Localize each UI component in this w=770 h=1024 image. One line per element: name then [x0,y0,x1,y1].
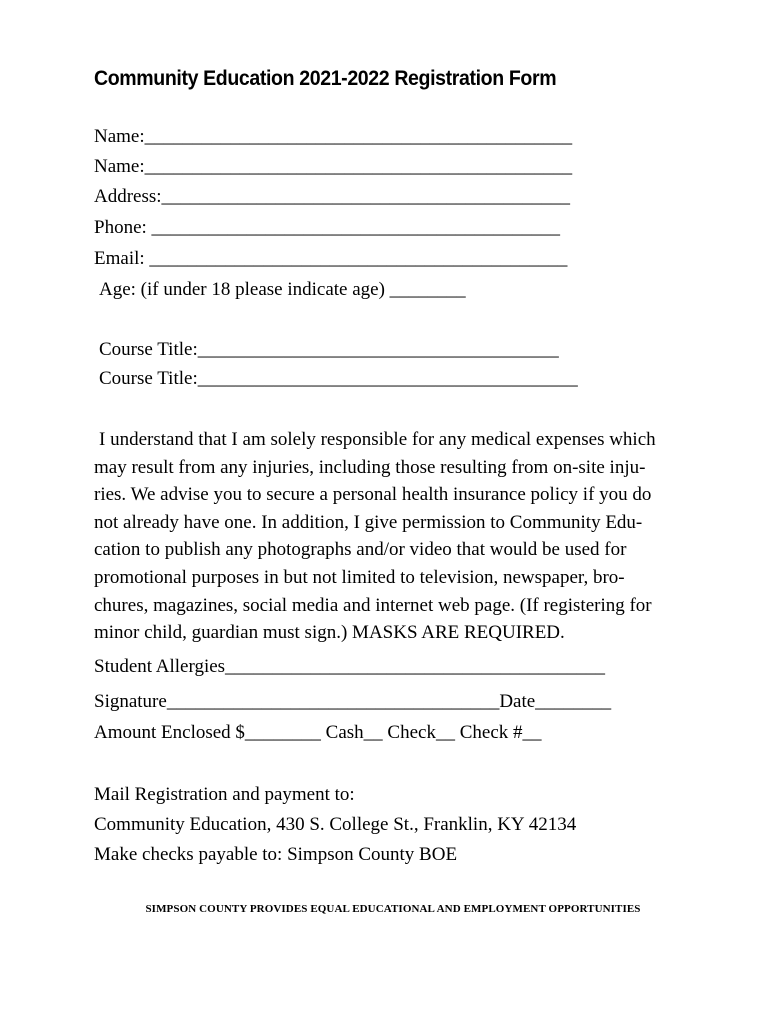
footer-text: SIMPSON COUNTY PROVIDES EQUAL EDUCATIONAL AND EMPLOYMENT OPPORTUNITIES [145,903,641,915]
paragraph-line: chures, magazines, social media and internet web page. (If registering for [94,594,652,616]
payable-to: Make checks payable to: Simpson County BOE [94,844,458,865]
signature-date-field[interactable]: Signature___________________________________Date________ [94,691,612,712]
paragraph-line: promotional purposes in but not limited to television, newspaper, bro- [94,566,625,588]
phone-field[interactable]: Phone: ___________________________________________ [94,217,561,238]
course-title-field-1[interactable]: Course Title:______________________________________ [99,339,559,360]
mailing-address: Community Education, 430 S. College St., Franklin, KY 42134 [94,814,577,835]
equal-opportunity-footer [0,903,770,915]
paragraph-line: cation to publish any photographs and/or video that would be used for [94,539,627,561]
age-field[interactable]: Age: (if under 18 please indicate age) ________ [99,279,466,300]
payment-amount-field[interactable]: Amount Enclosed $________ Cash__ Check__ Check #__ [94,722,542,743]
name-field-2[interactable]: Name:_____________________________________________ [94,156,573,177]
student-allergies-field[interactable]: Student Allergies________________________________________ [94,656,606,677]
paragraph-line: I understand that I am solely responsible for any medical expenses which [99,429,656,450]
course-title-field-2[interactable]: Course Title:________________________________________ [99,368,578,389]
paragraph-line: may result from any injuries, including those resulting from on-site inju- [94,456,646,478]
paragraph-line: ries. We advise you to secure a personal health insurance policy if you do [94,484,652,506]
form-title: Community Education 2021-2022 Registration Form [94,67,557,90]
liability-paragraph [94,426,694,647]
paragraph-line: minor child, guardian must sign.) MASKS ARE REQUIRED. [94,622,565,644]
email-field[interactable]: Email: ____________________________________________ [94,248,568,269]
address-field[interactable]: Address:___________________________________________ [94,186,571,207]
mail-instructions: Mail Registration and payment to: [94,784,355,805]
name-field-1[interactable]: Name:_____________________________________________ [94,126,573,147]
paragraph-line: not already have one. In addition, I give permission to Community Edu- [94,511,643,533]
